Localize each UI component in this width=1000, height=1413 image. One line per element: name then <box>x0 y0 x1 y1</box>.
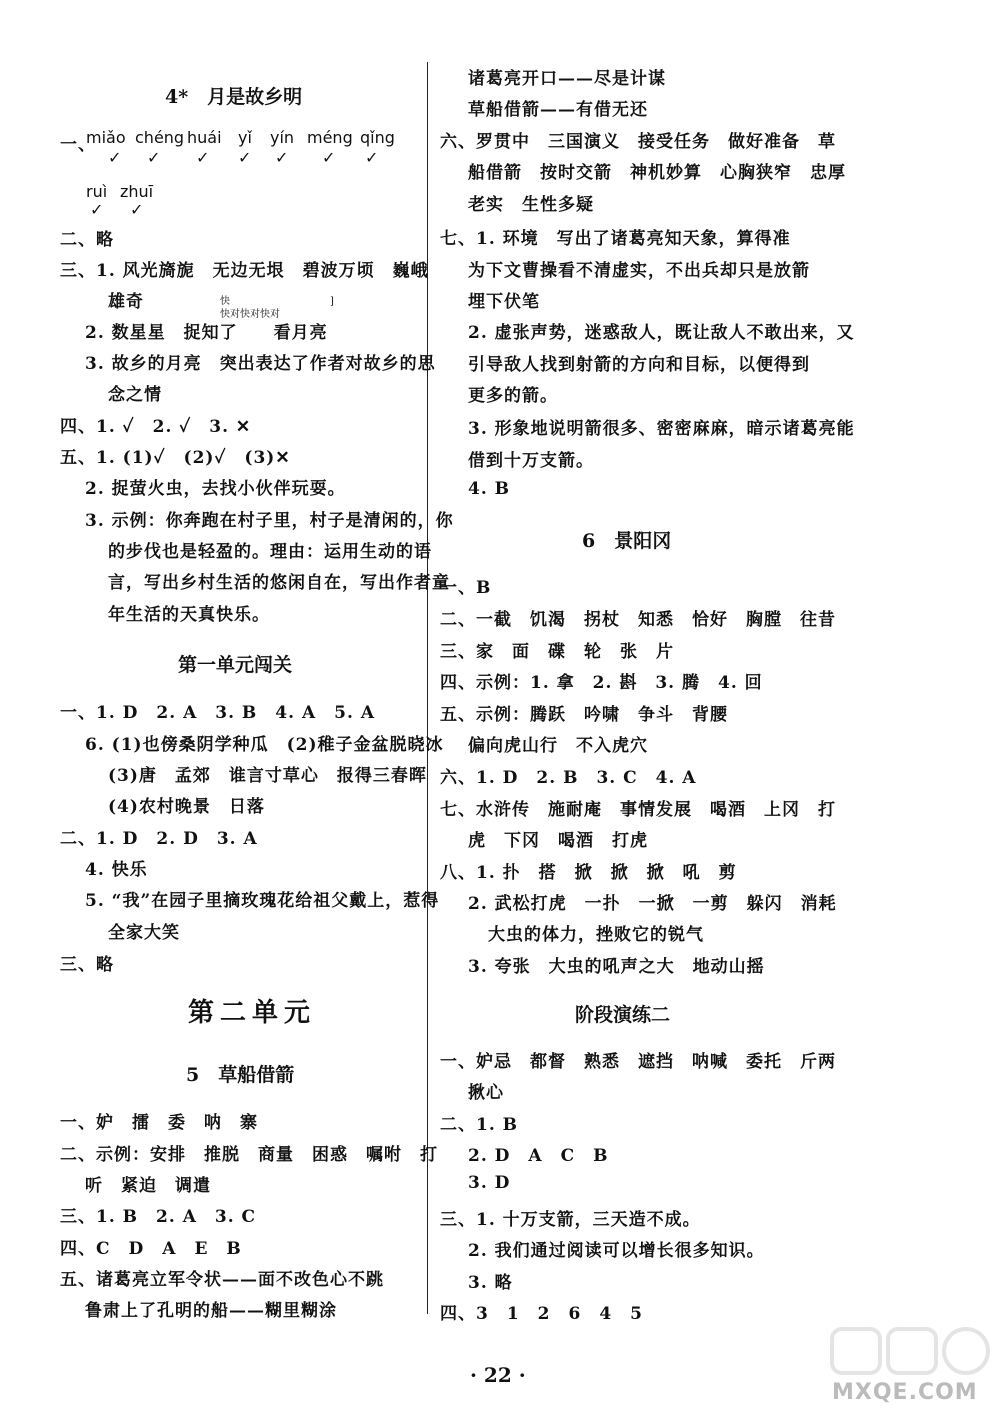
check-icon: ✓ <box>365 148 379 167</box>
answer-line: 二、示例：安排 推脱 商量 困惑 嘱咐 打 <box>60 1145 438 1165</box>
answer-line: 四、示例：1. 拿 2. 斟 3. 腾 4. 回 <box>440 673 763 693</box>
answer-line: 五、示例：腾跃 吟啸 争斗 背腰 <box>440 705 728 725</box>
answer-line: 虎 下冈 喝酒 打虎 <box>468 831 648 851</box>
answer-line: 2. 虚张声势，迷惑敌人，既让敌人不敢出来，又 <box>468 323 855 343</box>
answer-line: 一、妒忌 都督 熟悉 遮挡 呐喊 委托 斤两 <box>440 1052 836 1072</box>
answer-line: 6. (1)也傍桑阴学种瓜 (2)稚子金盆脱晓冰 <box>85 735 444 755</box>
answer-line: 老实 生性多疑 <box>468 195 594 215</box>
answer-line: 大虫的体力，挫败它的锐气 <box>488 925 704 945</box>
lesson-6-title <box>582 526 671 553</box>
check-icon: ✓ <box>196 148 210 167</box>
pinyin-6: méng <box>307 128 353 147</box>
column-divider <box>427 62 428 1314</box>
page-number: · 22 · <box>470 1363 526 1387</box>
lesson-title: 草船借箭 <box>218 1064 295 1086</box>
answer-line: 为下文曹操看不清虚实，不出兵却只是放箭 <box>468 261 810 281</box>
answer-line: 船借箭 按时交箭 神机妙算 心胸狭窄 忠厚 <box>468 163 846 183</box>
answer-line: 3. 示例：你奔跑在村子里，村子是清闲的，你 <box>85 511 454 531</box>
answer-line: 听 紧迫 调遣 <box>85 1176 211 1196</box>
lesson-4-title <box>165 82 302 109</box>
answer-line: 2. 武松打虎 一扑 一掀 一剪 躲闪 消耗 <box>468 894 837 914</box>
answer-line: 四、1. ✓ 2. ✓ 3. ✕ <box>60 417 252 437</box>
answer-line: 4. B <box>468 479 511 499</box>
check-icon: ✓ <box>275 148 289 167</box>
pinyin-8: ruì <box>86 182 108 201</box>
pinyin-2: chéng <box>135 128 185 147</box>
answer-line: 4. 快乐 <box>85 860 148 880</box>
answer-line: 五、诸葛亮立军令状——面不改色心不跳 <box>60 1270 384 1290</box>
answer-line: 全家大笑 <box>108 923 180 943</box>
answer-line: 七、1. 环境 写出了诸葛亮知天象，算得准 <box>440 229 791 249</box>
answer-line: 八、1. 扑 搭 掀 掀 掀 吼 剪 <box>440 863 737 883</box>
answer-line: 3. 故乡的月亮 突出表达了作者对故乡的思 <box>85 354 436 374</box>
answer-line: 3. 夸张 大虫的吼声之大 地动山摇 <box>468 957 765 977</box>
answer-line: 2. 数星星 捉知了 看月亮 <box>85 323 328 343</box>
answer-line: 二、略 <box>60 230 114 250</box>
pinyin-9: zhuī <box>120 182 154 201</box>
answer-line: 诸葛亮开口——尽是计谋 <box>468 69 666 89</box>
check-icon: ✓ <box>108 148 122 167</box>
answer-line: 念之情 <box>108 385 162 405</box>
answer-line: 三、1. 风光旖旎 无边无垠 碧波万顷 巍峨 <box>60 261 429 281</box>
answer-line: 三、略 <box>60 955 114 975</box>
answer-line: 更多的箭。 <box>468 386 558 406</box>
answer-line: 2. D A C B <box>468 1146 609 1166</box>
answer-line: 雄奇 <box>108 292 144 312</box>
answer-line: 3. 形象地说明箭很多、密密麻麻，暗示诸葛亮能 <box>468 419 855 439</box>
answer-line: 七、水浒传 施耐庵 事情发展 喝酒 上冈 打 <box>440 800 836 820</box>
answer-line: 2. 我们通过阅读可以增长很多知识。 <box>468 1241 765 1261</box>
pinyin-4: yǐ <box>238 128 252 147</box>
answer-line: 一、B <box>440 578 492 598</box>
answer-line: 四、3 1 2 6 4 5 <box>440 1304 643 1324</box>
answer-line: 5. “我”在园子里摘玫瑰花给祖父戴上，惹得 <box>85 891 440 911</box>
answer-line: 言，写出乡村生活的悠闲自在，写出作者童 <box>108 573 450 593</box>
answer-line: (4)农村晚景 日落 <box>108 797 265 817</box>
answer-line: (3)唐 孟郊 谁言寸草心 报得三春晖 <box>108 766 427 786</box>
answer-line: 六、1. D 2. B 3. C 4. A <box>440 768 697 788</box>
answer-line: 四、C D A E B <box>60 1239 242 1259</box>
answer-line: 引导敌人找到射箭的方向和目标，以便得到 <box>468 355 810 375</box>
answer-line: 五、1. (1)✓ (2)✓ (3)✕ <box>60 448 291 468</box>
answer-line: 的步伐也是轻盈的。理由：运用生动的语 <box>108 542 432 562</box>
answer-line: 二、一截 饥渴 拐杖 知悉 恰好 胸膛 往昔 <box>440 610 836 630</box>
answer-line: 三、家 面 碟 轮 张 片 <box>440 642 674 662</box>
answer-line: 3. 略 <box>468 1273 513 1293</box>
answer-line: 三、1. B 2. A 3. C <box>60 1207 257 1227</box>
answer-line: 3. D <box>468 1173 511 1193</box>
lesson-5-title <box>186 1060 294 1087</box>
answer-line: 草船借箭——有借无还 <box>468 100 648 120</box>
section-title: 第一单元闯关 <box>178 654 293 676</box>
answer-line: 借到十万支箭。 <box>468 451 594 471</box>
pinyin-3: huái <box>187 128 222 147</box>
answer-line: 二、1. B <box>440 1115 519 1135</box>
lesson-title: 月是故乡明 <box>207 86 303 108</box>
section-title: 阶段演练二 <box>575 1004 671 1026</box>
pinyin-7: qǐng <box>360 128 395 147</box>
answer-line: 偏向虎山行 不入虎穴 <box>468 736 648 756</box>
q1-prefix: 一、 <box>60 135 96 155</box>
check-icon: ✓ <box>90 200 104 219</box>
handwritten-note: 快对快对快对 <box>220 309 280 320</box>
answer-line: 鲁肃上了孔明的船——糊里糊涂 <box>85 1301 337 1321</box>
lesson-title: 景阳冈 <box>614 530 672 552</box>
check-icon: ✓ <box>322 148 336 167</box>
handwritten-note: 快 ] <box>220 296 334 307</box>
lesson-number: 6 <box>582 530 596 552</box>
lesson-number: 4* <box>165 86 189 108</box>
pinyin-1: miǎo <box>86 128 126 147</box>
answer-line: 揪心 <box>468 1083 504 1103</box>
lesson-number: 5 <box>186 1064 200 1086</box>
check-icon: ✓ <box>130 200 144 219</box>
answer-line: 六、罗贯中 三国演义 接受任务 做好准备 草 <box>440 132 836 152</box>
answer-line: 一、1. D 2. A 3. B 4. A 5. A <box>60 703 376 723</box>
pinyin-5: yín <box>270 128 295 147</box>
check-icon: ✓ <box>238 148 252 167</box>
answer-line: 2. 捉萤火虫，去找小伙伴玩耍。 <box>85 479 346 499</box>
check-icon: ✓ <box>147 148 161 167</box>
unit-title: 第二单元 <box>188 998 317 1028</box>
watermark-text: MXQE.COM <box>832 1380 978 1405</box>
answer-line: 三、1. 十万支箭，三天造不成。 <box>440 1210 701 1230</box>
answer-line: 埋下伏笔 <box>468 292 540 312</box>
answer-line: 年生活的天真快乐。 <box>108 605 270 625</box>
answer-line: 一、妒 擂 委 呐 寨 <box>60 1113 258 1133</box>
answer-line: 二、1. D 2. D 3. A <box>60 829 258 849</box>
